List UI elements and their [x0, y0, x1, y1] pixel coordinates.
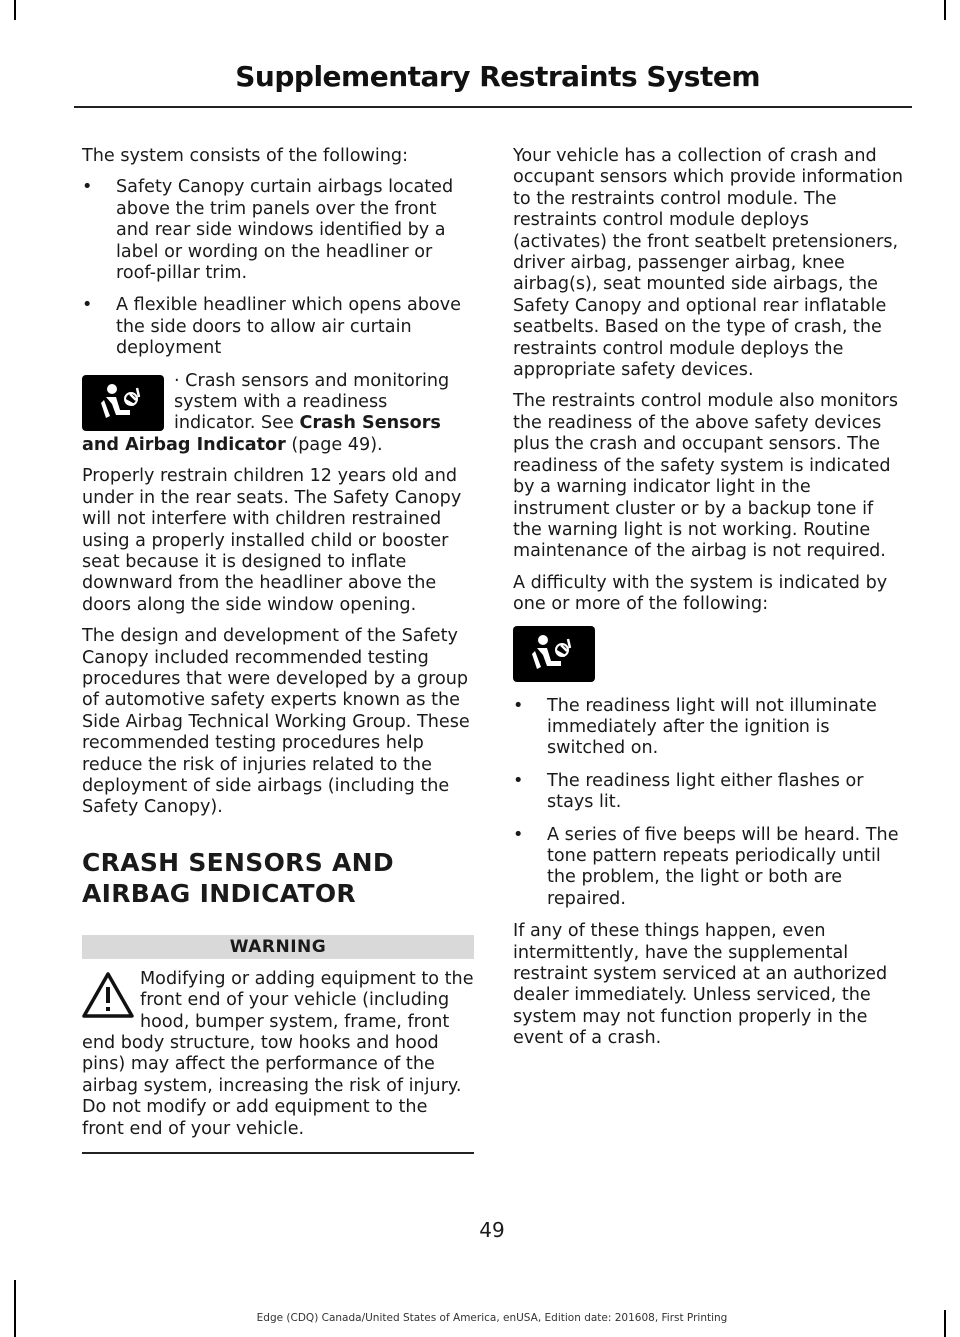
- intro-text: The system consists of the following:: [82, 146, 409, 166]
- heading-line-2: AIRBAG INDICATOR: [82, 878, 356, 908]
- crop-mark-bottom-left: [14, 1280, 16, 1337]
- children-paragraph: Properly restrain children 12 years old and under in the rear seats. The Safety Canopy will not interfere with children restrained using a properly installed child or booster seat because it is designed to inflate downward from the headliner above the doors along the side window opening.: [82, 466, 462, 615]
- list-item: • A flexible headliner which opens above the side doors to allow air curtain deployment: [82, 295, 474, 359]
- monitor-paragraph: The restraints control module also monitors the readiness of the above safety devices plus the crash and occupant sensors. The readiness of the safety system is indicated by a warning indicator light in the instrument cluster or by a backup tone if the warning light is not working. Routine maintenance of the airbag is not required.: [513, 391, 899, 562]
- sensors-paragraph: Your vehicle has a collection of crash and occupant sensors which provide information to the restraints control module. The restraints control module deploys (activates) the front seatbelt pretensioners, driver airbag, passenger airbag, knee airbag(s), seat mounted side airbags, the Safety Canopy and optional rear inflatable seatbelts. Based on the type of crash, the restraints control module deploys the appropriate safety devices.: [513, 146, 903, 381]
- system-components-list: [82, 177, 474, 359]
- airbag-warning-icon: [82, 375, 164, 431]
- warning-end-rule: [82, 1152, 474, 1154]
- footer-edition: Edge (CDQ) Canada/United States of America, enUSA, Edition date: 201608, First Printing: [256, 1312, 728, 1324]
- crop-mark-top-right: [944, 0, 946, 20]
- crash-sensor-link[interactable]: Crash Sensors and Airbag Indicator: [82, 413, 441, 455]
- crop-mark-top-left: [14, 0, 16, 20]
- list-item: • Safety Canopy curtain airbags located above the trim panels over the front and rear side windows identified by a label or wording on the headliner or roof-pillar trim.: [82, 177, 474, 284]
- section-heading: [82, 847, 474, 909]
- crash-sensor-text: · Crash sensors and monitoring system with a readiness indicator. See: [174, 370, 450, 434]
- list-item: • The readiness light either flashes or stays lit.: [513, 771, 907, 814]
- warning-text: Modifying or adding equipment to the front end of your vehicle (including hood, bumper system, frame, front end body structure, tow hooks and hood pins) may affect the performance of the airbag system, increasing the risk of injury. Do not modify or add equipment to the front end of your vehicle.: [82, 968, 474, 1139]
- page-reference: (page 49).: [285, 434, 383, 455]
- right-column: [513, 146, 907, 1060]
- airbag-warning-icon: [513, 626, 595, 682]
- crash-sensor-entry: [82, 371, 474, 467]
- warning-triangle-icon: [82, 971, 134, 1019]
- left-column: [82, 146, 474, 1154]
- difficulty-paragraph: A difficulty with the system is indicated by one or more of the following:: [513, 572, 888, 615]
- page-number: 49: [479, 1218, 505, 1242]
- service-paragraph: If any of these things happen, even intermittently, have the supplemental restraint system serviced at an authorized dealer immediately. Unless serviced, the system may not function properly in the event of a crash.: [513, 921, 888, 1049]
- difficulty-indicators-list: [513, 696, 907, 911]
- list-item: • A series of five beeps will be heard. The tone pattern repeats periodically until the problem, the light or both are repaired.: [513, 825, 907, 911]
- heading-line-1: CRASH SENSORS AND: [82, 847, 394, 877]
- page-header-title: Supplementary Restraints System: [235, 60, 760, 93]
- warning-block: [82, 969, 474, 1154]
- design-paragraph: The design and development of the Safety Canopy included recommended testing procedures that were developed by a group of automotive safety experts known as the Side Airbag Technical Working Group. These recommended testing procedures help reduce the risk of injuries related to the deployment of side airbags (including the Safety Canopy).: [82, 626, 470, 818]
- list-item: • The readiness light will not illuminate immediately after the ignition is switched on.: [513, 696, 907, 760]
- header-rule: [74, 106, 912, 108]
- warning-band: WARNING: [82, 935, 474, 959]
